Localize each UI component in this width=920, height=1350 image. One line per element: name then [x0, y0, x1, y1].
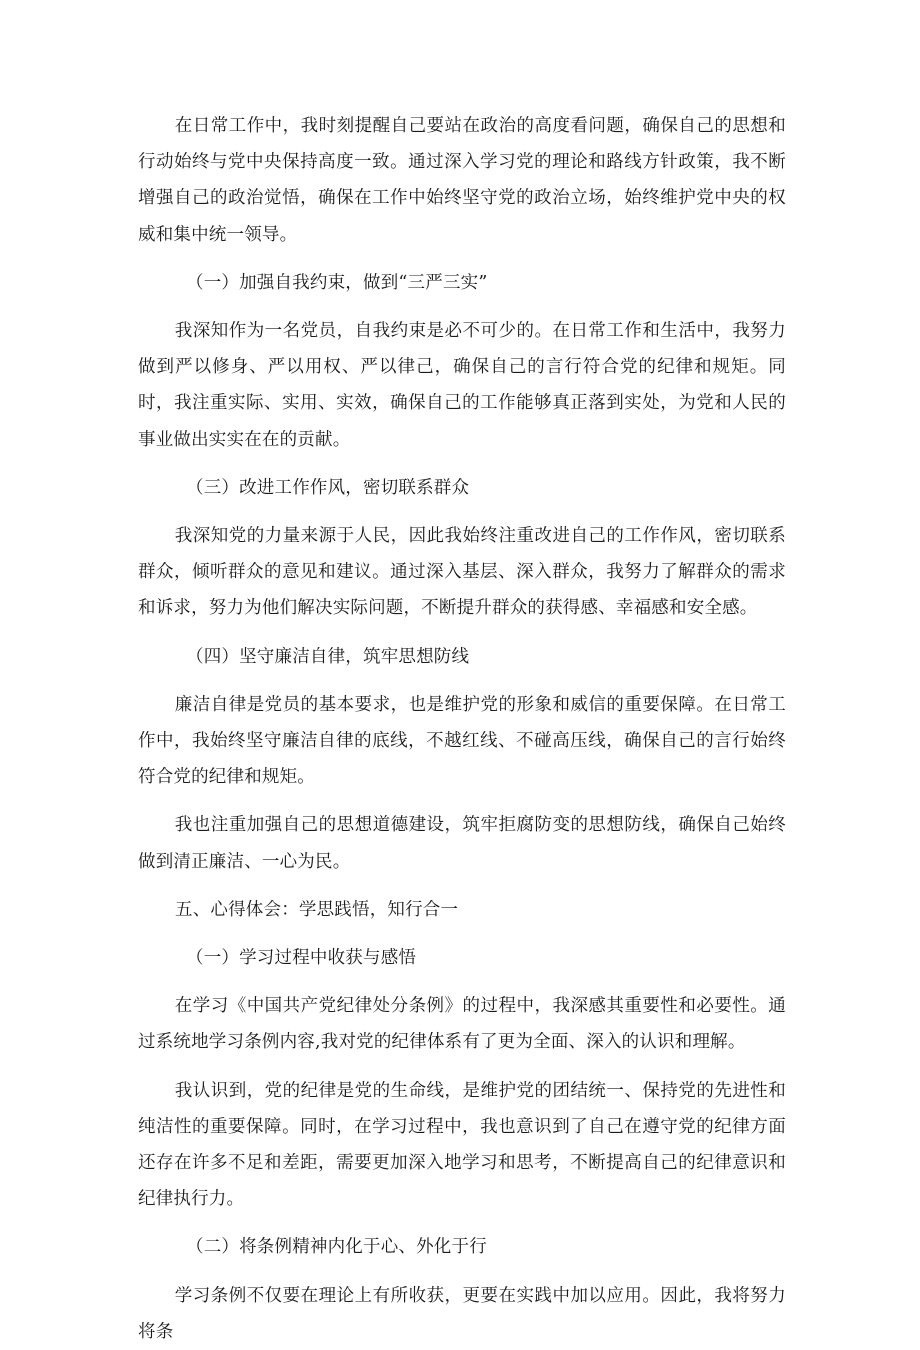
section-heading-reflections: 五、心得体会：学思践悟，知行合一 — [175, 899, 459, 920]
subheading-self-discipline: （一）加强自我约束，做到“三严三实” — [186, 272, 488, 293]
paragraph-discipline-lifeline: 我认识到，党的纪律是党的生命线，是维护党的团结统一、保持党的先进性和纯洁性的重要保障。同时，在学习过程中，我也意识到了自己在遵守党的纪律方面还存在许多不足和差距，需要更加深入地学习和思考，不断提高自己的纪律意识和纪律执行力。 — [138, 1080, 786, 1210]
document-body — [138, 108, 786, 1350]
paragraph-self-discipline: 我深知作为一名党员，自我约束是必不可少的。在日常工作和生活中，我努力做到严以修身、严以用权、严以律己，确保自己的言行符合党的纪律和规矩。同时，我注重实际、实用、实效，确保自己的工作能够真正落到实处，为党和人民的事业做出实实在在的贡献。 — [138, 321, 786, 450]
paragraph-apply-in-practice: 学习条例不仅要在理论上有所收获，更要在实践中加以应用。因此，我将努力将条 — [138, 1285, 786, 1342]
paragraph-work-style: 我深知党的力量来源于人民，因此我始终注重改进自己的工作作风，密切联系群众，倾听群众的意见和建议。通过深入基层、深入群众，我努力了解群众的需求和诉求，努力为他们解决实际问题，不断提升群众的获得感、幸福感和安全感。 — [138, 526, 786, 619]
paragraph-learning-regulations: 在学习《中国共产党纪律处分条例》的过程中，我深感其重要性和必要性。通过系统地学习条例内容,我对党的纪律体系有了更为全面、深入的认识和理解。 — [138, 996, 786, 1053]
subheading-integrity: （四）坚守廉洁自律，筑牢思想防线 — [186, 646, 470, 667]
subheading-learning-gains: （一）学习过程中收获与感悟 — [186, 948, 417, 969]
paragraph-moral-construction: 我也注重加强自己的思想道德建设，筑牢拒腐防变的思想防线，确保自己始终做到清正廉洁、一心为民。 — [138, 815, 786, 872]
subheading-work-style: （三）改进工作作风，密切联系群众 — [186, 477, 470, 498]
paragraph-political-stance: 在日常工作中，我时刻提醒自己要站在政治的高度看问题，确保自己的思想和行动始终与党中央保持高度一致。通过深入学习党的理论和路线方针政策，我不断增强自己的政治觉悟，确保在工作中始终坚守党的政治立场，始终维护党中央的权威和集中统一领导。 — [138, 116, 786, 245]
paragraph-integrity: 廉洁自律是党员的基本要求，也是维护党的形象和威信的重要保障。在日常工作中，我始终坚守廉洁自律的底线，不越红线、不碰高压线，确保自己的言行始终符合党的纪律和规矩。 — [138, 694, 786, 788]
subheading-internalize-regulations: （二）将条例精神内化于心、外化于行 — [186, 1237, 487, 1258]
